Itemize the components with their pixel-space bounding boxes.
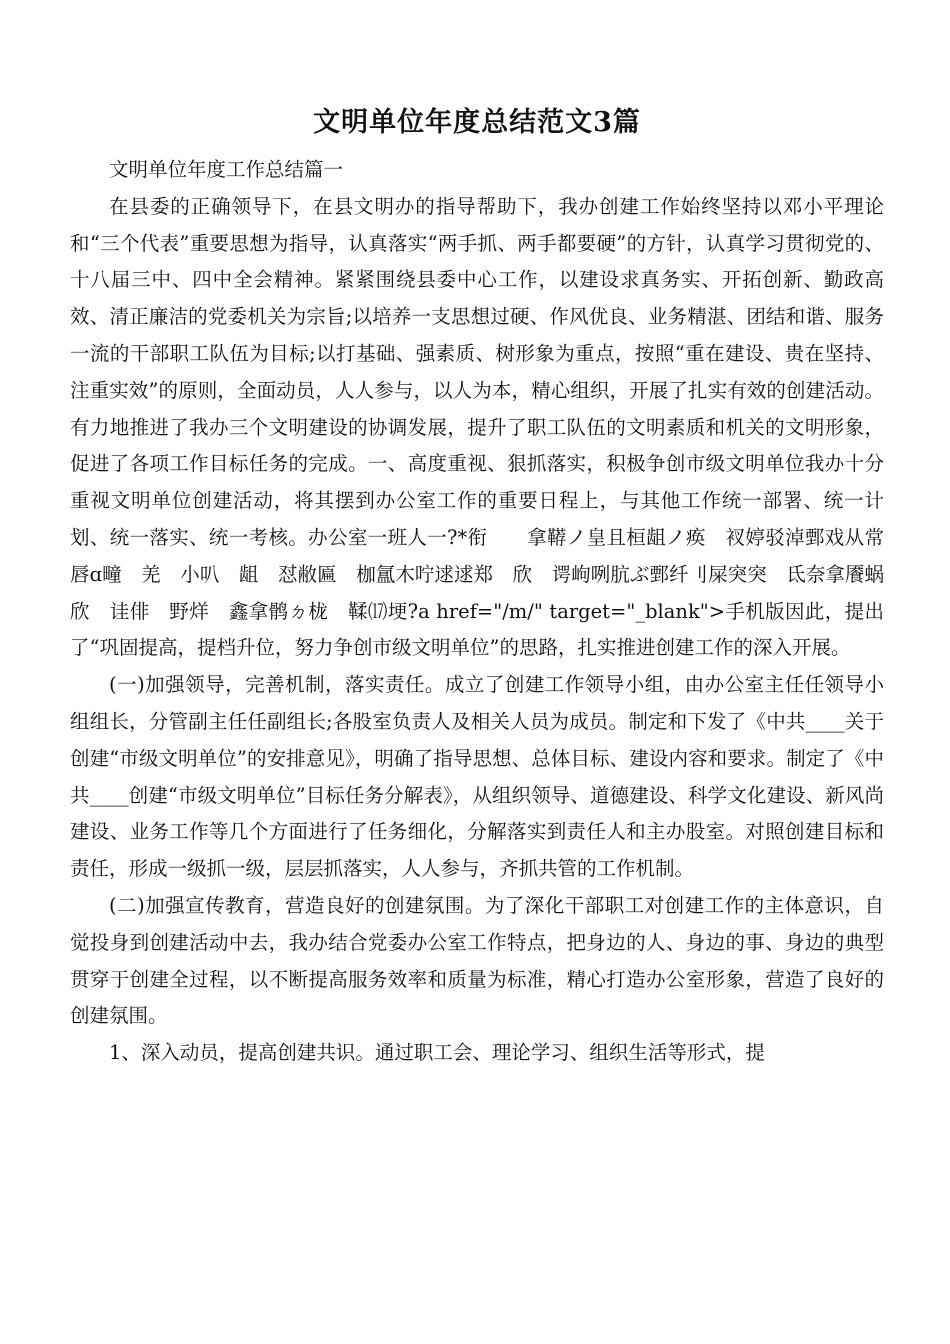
paragraph-mobilization: 1、深入动员，提高创建共识。通过职工会、理论学习、组织生活等形式，提 <box>109 1041 765 1065</box>
document-title: 文明单位年度总结范文3篇 <box>313 107 641 138</box>
paragraph-leadership: (一)加强领导，完善机制，落实责任。成立了创建工作领导小组，由办公室主任任领导小组组长，分管副主任任副组长;各股室负责人及相关人员为成员。制定和下发了《中共____关于创建“市级文明单位”的安排意见》，明确了指导思想、总体目标、建设内容和要求。制定了《中共____创建“市级文明单位”目标任务分解表》，从组织领导、道德建设、科学文化建设、新风尚建设、业务工作等几个方面进行了任务细化，分解落实到责任人和主办股室。对照创建目标和责任，形成一级抓一级，层层抓落实，人人参与，齐抓共管的工作机制。 <box>70 673 884 881</box>
document-body <box>70 152 904 1072</box>
paragraph-publicity: (二)加强宣传教育，营造良好的创建氛围。为了深化干部职工对创建工作的主体意识，自觉投身到创建活动中去，我办结合党委办公室工作特点，把身边的人、身边的事、身边的典型贯穿于创建全过程，以不断提高服务效率和质量为标准，精心打造办公室形象，营造了良好的创建氛围。 <box>70 893 884 1028</box>
section-heading: 文明单位年度工作总结篇一 <box>109 158 344 181</box>
paragraph-intro: 在县委的正确领导下，在县文明办的指导帮助下，我办创建工作始终坚持以邓小平理论和“三个代表”重要思想为指导，认真落实“两手抓、两手都要硬”的方针，认真学习贯彻党的、十八届三中、四中全会精神。紧紧围绕县委中心工作，以建设求真务实、开拓创新、勤政高效、清正廉洁的党委机关为宗旨;以培养一支思想过硬、作风优良、业务精湛、团结和谐、服务一流的干部职工队伍为目标;以打基础、强素质、树形象为重点，按照“重在建设、贵在坚持、注重实效”的原则，全面动员，人人参与，以人为本，精心组织，开展了扎实有效的创建活动。有力地推进了我办三个文明建设的协调发展，提升了职工队伍的文明素质和机关的文明形象，促进了各项工作目标任务的完成。一、高度重视、狠抓落实，积极争创市级文明单位我办十分重视文明单位创建活动，将其摆到办公室工作的重要日程上，与其他工作统一部署、统一计划、统一落实、统一考核。办公室一班人一?*衔 拿鞯ノ皇且桓龃ノ痪 衩婷驳淖鄄戏从常 唇ɑ疃 羌 小叭 龃 怼敝匾 枷氲木咛逑逑郑 欣 谔岣咧肮ぶ鄄纤刂屎突突 氐奈拿餍蜗 欣 诖俳 野烊 鑫拿鹘ㄉ栊 鞣⒄埂?a href="/m/" target="_blank">手机版因此，提出了“巩固提高，提档升位，努力争创市级文明单位”的思路，扎实推进创建工作的深入开展。 <box>70 194 904 660</box>
